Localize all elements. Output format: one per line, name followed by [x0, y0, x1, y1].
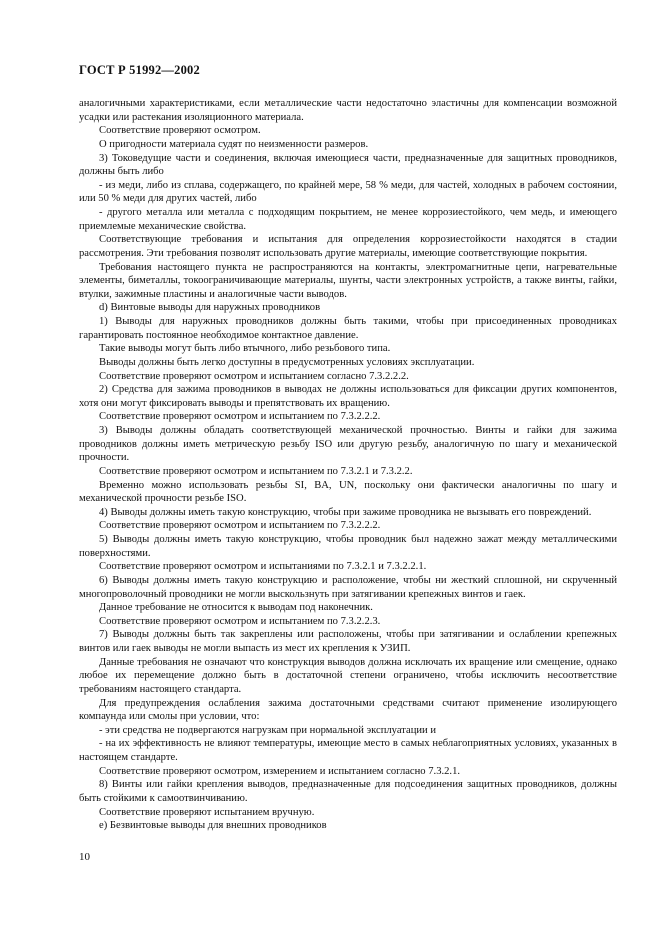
paragraph: Временно можно использовать резьбы SI, BA, UN, поскольку они фактически аналогичны по шагу и механической прочности резьбе ISO. [79, 479, 617, 505]
paragraph: Соответствие проверяют осмотром, измерением и испытанием согласно 7.3.2.1. [99, 765, 461, 777]
paragraph: Соответствующие требования и испытания для определения коррозиестойкости находятся в стадии рассмотрения. Эти требования позволят использовать другие материалы, имеющие соответствующие покрытия. [79, 234, 617, 259]
paragraph: Соответствие проверяют осмотром и испытанием согласно 7.3.2.2.2. [99, 370, 409, 382]
paragraph: Соответствие проверяют осмотром и испытанием по 7.3.2.2.2. [99, 520, 381, 532]
paragraph: Соответствие проверяют осмотром и испытаниями по 7.3.2.1 и 7.3.2.2.1. [99, 561, 427, 573]
paragraph: Соответствие проверяют осмотром и испытанием по 7.3.2.2.2. [99, 411, 381, 423]
paragraph: Соответствие проверяют осмотром. [99, 125, 261, 137]
paragraph: Соответствие проверяют испытанием вручную. [99, 806, 315, 818]
paragraph: Требования настоящего пункта не распространяются на контакты, электромагнитные цепи, нагревательные элементы, биметаллы, токоограничивающие материалы, шунты, части электронных устройств, а также винты, гайки, втулки, зажимные пластины и аналогичные части выводов. [79, 261, 617, 300]
paragraph: 2) Средства для зажима проводников в выводах не должны использоваться для фиксации других компонентов, хотя они могут фиксировать выводы и препятствовать их вращению. [79, 384, 617, 409]
paragraph: аналогичными характеристиками, если металлические части недостаточно эластичны для компенсации возможной усадки или растекания изоляционного материала. [79, 98, 617, 123]
paragraph: Соответствие проверяют осмотром и испытанием по 7.3.2.1 и 7.3.2.2. [99, 465, 413, 477]
section-heading: d) Винтовые выводы для наружных проводников [99, 302, 321, 314]
page-number: 10 [79, 851, 90, 863]
list-item: - другого металла или металла с подходящим покрытием, не менее коррозиестойкого, чем медь, и имеющего приемлемые механические свойства. [79, 207, 617, 232]
section-heading: e) Безвинтовые выводы для внешних проводников [99, 820, 327, 832]
paragraph: Для предупреждения ослабления зажима достаточными средствами считают применение изолирующего компаунда или смолы при условии, что: [79, 697, 617, 723]
paragraph: Данные требования не означают что конструкция выводов должна исключать их вращение или смещение, однако любое их перемещение должно быть в достаточной степени ограничено, чтобы исключить несоответствие требованиям настоящего стандарта. [79, 656, 617, 695]
document-page [79, 63, 617, 833]
paragraph: Соответствие проверяют осмотром и испытанием по 7.3.2.2.3. [99, 615, 381, 627]
document-header: ГОСТ Р 51992—2002 [79, 63, 200, 77]
paragraph: 4) Выводы должны иметь такую конструкцию, чтобы при зажиме проводника не вызывать его повреждений. [99, 506, 592, 518]
document-body [79, 97, 617, 833]
list-item: - из меди, либо из сплава, содержащего, по крайней мере, 58 % меди, для частей, холодных в рабочем состоянии, или 50 % меди для других частей, либо [79, 179, 617, 205]
paragraph: Такие выводы могут быть либо втычного, либо резьбового типа. [99, 343, 391, 355]
paragraph: Данное требование не относится к выводам под наконечник. [99, 602, 373, 614]
paragraph: 7) Выводы должны быть так закреплены или расположены, чтобы при затягивании и ослаблении крепежных винтов или гаек выводы не могли выпасть из мест их крепления к УЗИП. [79, 629, 617, 654]
paragraph: 5) Выводы должны иметь такую конструкцию, чтобы проводник был надежно зажат между металлическими поверхностями. [79, 534, 617, 559]
paragraph: Выводы должны быть легко доступны в предусмотренных условиях эксплуатации. [99, 356, 475, 368]
paragraph: О пригодности материала судят по неизменности размеров. [99, 138, 369, 150]
paragraph: 1) Выводы для наружных проводников должны быть такими, чтобы при присоединенных проводниках гарантировать постоянное необходимое контактное давление. [79, 316, 617, 341]
paragraph: 6) Выводы должны иметь такую конструкцию и расположение, чтобы ни жесткий сплошной, ни скрученный многопроволочный проводники не могли выскользнуть при затягивании крепежных винтов и гаек. [79, 574, 617, 600]
paragraph: 3) Токоведущие части и соединения, включая имеющиеся части, предназначенные для защитных проводников, должны быть либо [79, 152, 617, 178]
list-item: - на их эффективность не влияют температуры, имеющие место в самых неблагоприятных условиях, указанных в настоящем стандарте. [79, 738, 617, 763]
list-item: - эти средства не подвергаются нагрузкам при нормальной эксплуатации и [99, 724, 437, 736]
paragraph: 8) Винты или гайки крепления выводов, предназначенные для подсоединения защитных проводников, должны быть стойкими к самоотвинчиванию. [79, 779, 617, 804]
paragraph: 3) Выводы должны обладать соответствующей механической прочностью. Винты и гайки для зажима проводников должны иметь метрическую резьбу ISO или другую резьбу, аналогичную по шагу и механической прочности. [79, 425, 617, 464]
